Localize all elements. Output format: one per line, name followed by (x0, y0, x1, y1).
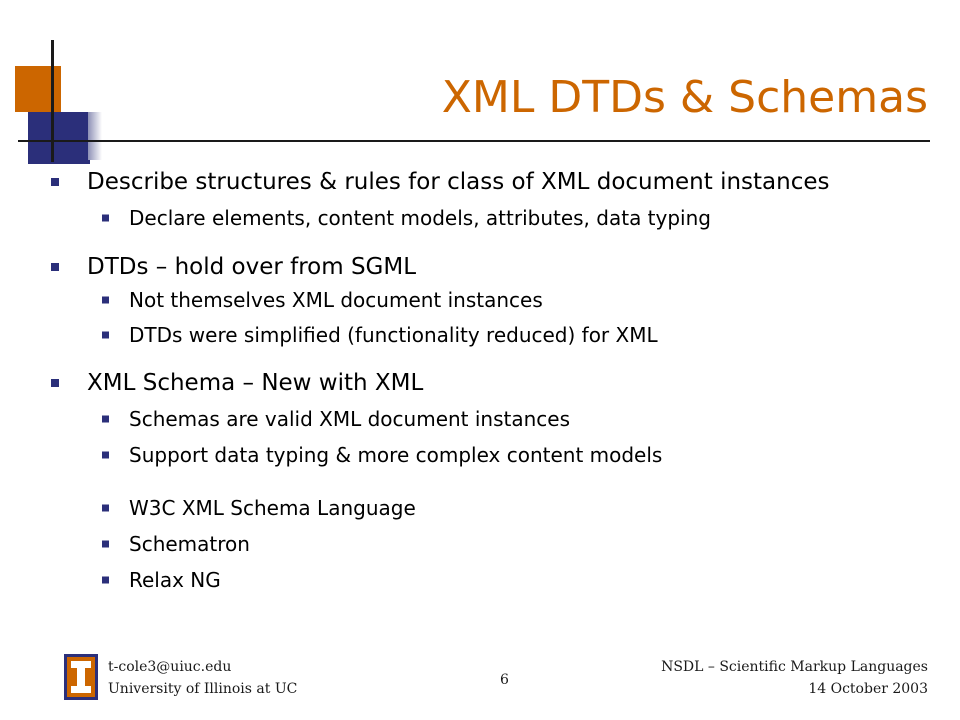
bullet-text: DTDs – hold over from SGML (87, 254, 417, 280)
square-bullet-icon (102, 541, 109, 548)
bullet-item-level-2 (129, 443, 662, 467)
bullet-item-level-1 (87, 169, 830, 195)
page-number: 6 (500, 672, 509, 688)
footer-presentation-title: NSDL – Scientific Markup Languages (661, 659, 928, 675)
bullet-text: Describe structures & rules for class of XML document instances (87, 169, 830, 195)
square-bullet-icon (102, 577, 109, 584)
bullet-text: DTDs were simplified (functionality reduced) for XML (129, 323, 658, 347)
bullet-item-level-2 (129, 532, 250, 556)
bullet-item-level-2 (129, 407, 570, 431)
square-bullet-icon (102, 505, 109, 512)
square-bullet-icon (102, 452, 109, 459)
bullet-text: Schematron (129, 532, 250, 556)
bullet-item-level-2 (129, 206, 711, 230)
bullet-text: Not themselves XML document instances (129, 288, 543, 312)
bullet-text: XML Schema – New with XML (87, 370, 424, 396)
footer-email: t-cole3@uiuc.edu (108, 659, 232, 675)
illinois-logo-icon (64, 654, 98, 700)
bullet-item-level-2 (129, 288, 543, 312)
bullet-text: Declare elements, content models, attributes, data typing (129, 206, 711, 230)
square-bullet-icon (51, 263, 59, 271)
bullet-item-level-1 (87, 370, 423, 396)
bullet-text: Support data typing & more complex content models (129, 443, 663, 467)
square-bullet-icon (102, 297, 109, 304)
square-bullet-icon (51, 379, 59, 387)
bullet-text: Schemas are valid XML document instances (129, 407, 571, 431)
footer-left (108, 656, 297, 700)
slide-title: XML DTDs & Schemas (441, 72, 928, 123)
bullet-text: Relax NG (129, 568, 221, 592)
footer-date: 14 October 2003 (808, 681, 928, 697)
bullet-item-level-2 (129, 323, 658, 347)
square-bullet-icon (102, 215, 109, 222)
square-bullet-icon (102, 332, 109, 339)
footer-institution: University of Illinois at UC (108, 681, 298, 697)
square-bullet-icon (102, 416, 109, 423)
bullet-item-level-2 (129, 568, 221, 592)
footer-right (661, 656, 928, 700)
bullet-text: W3C XML Schema Language (129, 496, 416, 520)
bullet-item-level-1 (87, 254, 416, 280)
bullet-item-level-2 (129, 496, 416, 520)
square-bullet-icon (51, 178, 59, 186)
